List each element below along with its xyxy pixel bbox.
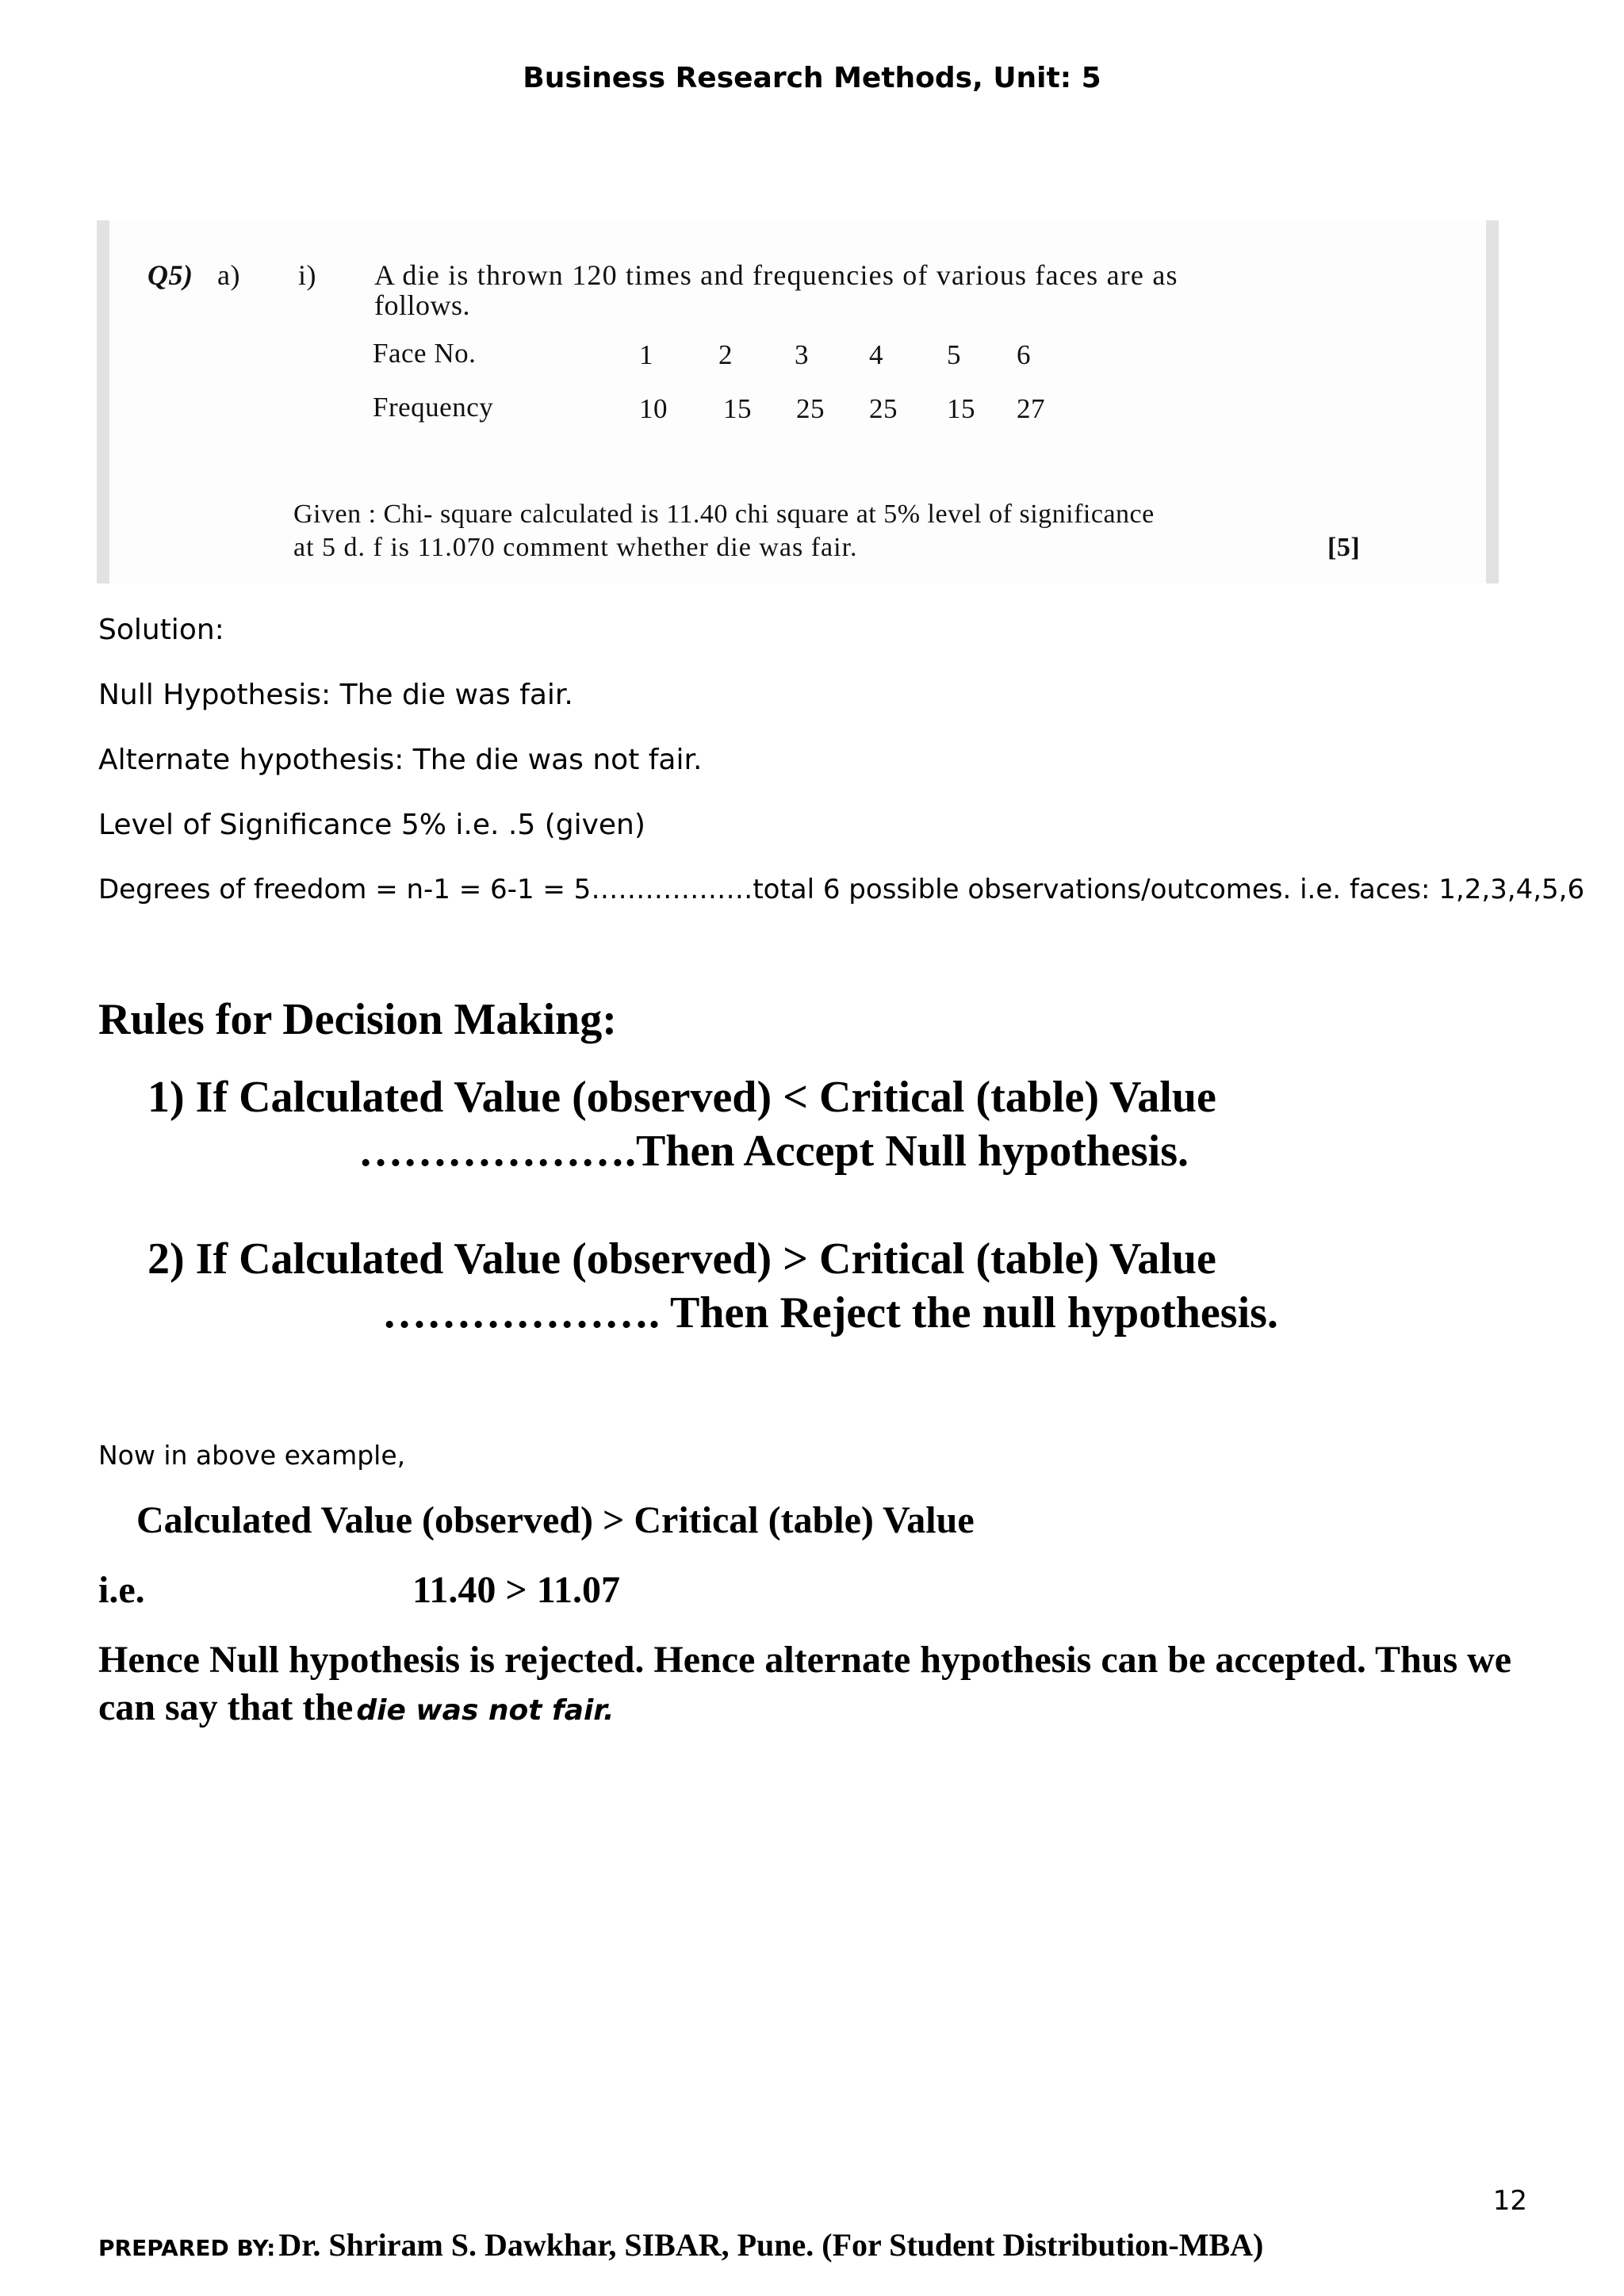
freq-1: 10 (639, 393, 668, 424)
solution-heading: Solution: (98, 614, 224, 646)
table-frequency-label: Frequency (373, 392, 494, 423)
question-number: Q5) (147, 259, 193, 291)
alternate-hypothesis: Alternate hypothesis: The die was not fair. (98, 744, 703, 776)
freq-6: 27 (1017, 393, 1045, 424)
scan-left-border (97, 220, 109, 584)
ie-label: i.e. (98, 1569, 145, 1611)
degrees-of-freedom: Degrees of freedom = n-1 = 6-1 = 5………………total 6 possible observations/outcomes. i.e. faces: 1,2,3,4,5,6 (98, 874, 1585, 905)
level-of-significance: Level of Significance 5% i.e. .5 (given) (98, 809, 645, 841)
question-part: a) (217, 259, 240, 291)
question-scan (97, 220, 1499, 584)
freq-5: 15 (947, 393, 975, 424)
face-6: 6 (1017, 339, 1031, 370)
freq-2: 15 (723, 393, 752, 424)
freq-3: 25 (796, 393, 825, 424)
freq-4: 25 (869, 393, 898, 424)
table-face-label: Face No. (373, 338, 477, 369)
given-line1: Given : Chi- square calculated is 11.40 chi square at 5% level of significance (293, 499, 1155, 529)
rules-heading: Rules for Decision Making: (98, 995, 617, 1044)
page-header: Business Research Methods, Unit: 5 (523, 62, 1101, 94)
question-sub: i) (298, 259, 316, 291)
ie-value: 11.40 > 11.07 (412, 1569, 621, 1611)
rule1-line2: ……………….Then Accept Null hypothesis. (358, 1127, 1189, 1176)
example-intro: Now in above example, (98, 1440, 406, 1471)
question-text-line1: A die is thrown 120 times and frequencies of various faces are as (374, 259, 1178, 291)
conclusion-line1: Hence Null hypothesis is rejected. Hence alternate hypothesis can be accepted. Thus we (98, 1639, 1512, 1681)
rule2-line2: ………………. Then Reject the null hypothesis. (382, 1288, 1278, 1337)
footer (98, 2226, 1263, 2263)
null-hypothesis: Null Hypothesis: The die was fair. (98, 679, 573, 711)
footer-label: PREPARED BY: (98, 2235, 276, 2261)
page-number: 12 (1492, 2185, 1527, 2217)
face-4: 4 (869, 339, 883, 370)
face-5: 5 (947, 339, 961, 370)
marks: [5] (1327, 533, 1361, 562)
given-line2: at 5 d. f is 11.070 comment whether die was fair. (293, 533, 858, 562)
footer-text: Dr. Shriram S. Dawkhar, SIBAR, Pune. (For Student Distribution-MBA) (278, 2227, 1264, 2263)
conclusion-line2 (98, 1686, 615, 1729)
conclusion-line2-italic: die was not fair. (356, 1694, 615, 1727)
conclusion-line2-prefix: can say that the (98, 1686, 354, 1728)
face-1: 1 (639, 339, 653, 370)
question-text-line2: follows. (374, 289, 470, 321)
scan-right-border (1486, 220, 1499, 584)
face-2: 2 (718, 339, 733, 370)
face-3: 3 (795, 339, 809, 370)
comparison-statement: Calculated Value (observed) > Critical (table) Value (136, 1499, 975, 1541)
rule2-line1: 2) If Calculated Value (observed) > Critical (table) Value (147, 1234, 1216, 1284)
rule1-line1: 1) If Calculated Value (observed) < Critical (table) Value (147, 1073, 1216, 1122)
